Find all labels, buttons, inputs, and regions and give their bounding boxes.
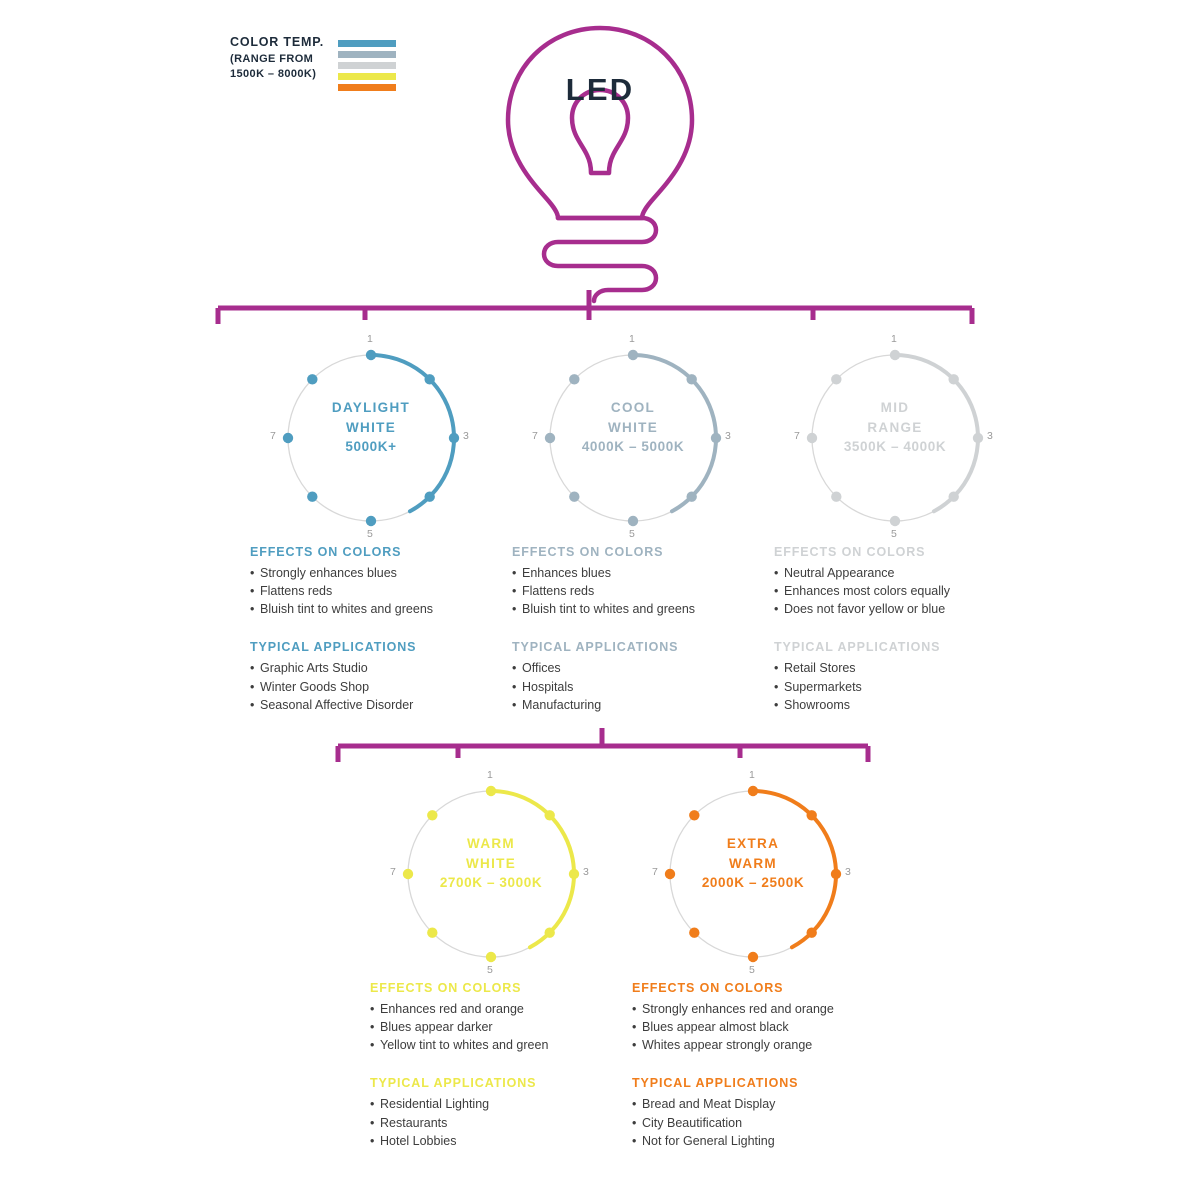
- applications-title: TYPICAL APPLICATIONS: [250, 640, 417, 655]
- dial-label-kelvin: 2000K – 2500K: [701, 875, 805, 891]
- dial-dot: [686, 491, 696, 501]
- dial-dot: [748, 952, 758, 962]
- dial-warm-white: [366, 766, 616, 981]
- dial-tick-7: 7: [652, 866, 658, 878]
- list-item: • City Beautification: [632, 1115, 878, 1132]
- list-item: • Enhances red and orange: [370, 1001, 616, 1018]
- effects-list: [774, 565, 1020, 618]
- dial-tick-5: 5: [629, 528, 635, 540]
- temperature-group-cool-white: [508, 330, 758, 736]
- dial-label-line1: EXTRA: [726, 836, 780, 851]
- effects-list: [512, 565, 758, 618]
- applications-list: [370, 1096, 616, 1149]
- dial-dot: [486, 952, 496, 962]
- list-item: • Flattens reds: [512, 583, 758, 600]
- dial-tick-7: 7: [270, 430, 276, 442]
- effects-list: [250, 565, 496, 618]
- effects-title: EFFECTS ON COLORS: [370, 981, 522, 995]
- dial-dot: [689, 810, 699, 820]
- dial-label-kelvin: 5000K+: [345, 439, 397, 455]
- led-bulb-icon: [480, 10, 720, 310]
- dial-dot: [427, 810, 437, 820]
- legend-swatch-3: [338, 73, 396, 80]
- dial-label-warm-white: [366, 834, 616, 893]
- dial-dot: [366, 516, 376, 526]
- dial-extra-warm: [628, 766, 878, 981]
- dial-dot: [948, 491, 958, 501]
- applications-title: TYPICAL APPLICATIONS: [774, 640, 941, 655]
- dial-tick-5: 5: [749, 964, 755, 976]
- details-warm-white: [366, 981, 616, 1150]
- applications-list: [774, 660, 1020, 713]
- legend-swatch-2: [338, 62, 396, 69]
- dial-tick-3: 3: [463, 430, 469, 442]
- list-item: • Strongly enhances red and orange: [632, 1001, 878, 1018]
- dial-label-line2: WHITE: [346, 419, 396, 435]
- dial-daylight-white: [246, 330, 496, 545]
- list-item: • Whites appear strongly orange: [632, 1037, 878, 1054]
- effects-title: EFFECTS ON COLORS: [250, 545, 402, 559]
- dial-tick-3: 3: [845, 866, 851, 878]
- list-item: • Does not favor yellow or blue: [774, 601, 1020, 618]
- legend-text: [230, 34, 324, 83]
- temperature-group-mid-range: [770, 330, 1020, 736]
- list-item: • Enhances most colors equally: [774, 583, 1020, 600]
- legend-swatch-1: [338, 51, 396, 58]
- applications-title: TYPICAL APPLICATIONS: [370, 1076, 537, 1091]
- list-item: • Neutral Appearance: [774, 565, 1020, 582]
- list-item: • Offices: [512, 660, 758, 677]
- details-extra-warm: [628, 981, 878, 1150]
- temperature-group-extra-warm: [628, 766, 878, 1172]
- top-connector-bracket: [210, 290, 990, 330]
- list-item: • Retail Stores: [774, 660, 1020, 677]
- list-item: • Bluish tint to whites and greens: [250, 601, 496, 618]
- list-item: • Not for General Lighting: [632, 1133, 878, 1150]
- dial-dot: [544, 927, 554, 937]
- dial-dot: [424, 374, 434, 384]
- list-item: • Bread and Meat Display: [632, 1096, 878, 1113]
- effects-title: EFFECTS ON COLORS: [632, 981, 784, 995]
- list-item: • Restaurants: [370, 1115, 616, 1132]
- effects-title: EFFECTS ON COLORS: [512, 545, 664, 559]
- list-item: • Winter Goods Shop: [250, 679, 496, 696]
- legend-title: COLOR TEMP.: [230, 35, 324, 49]
- dial-dot: [806, 927, 816, 937]
- dial-tick-7: 7: [390, 866, 396, 878]
- details-mid-range: [770, 545, 1020, 714]
- dial-tick-3: 3: [725, 430, 731, 442]
- dial-tick-7: 7: [532, 430, 538, 442]
- list-item: • Showrooms: [774, 697, 1020, 714]
- list-item: • Blues appear almost black: [632, 1019, 878, 1036]
- color-temp-legend: [230, 34, 396, 91]
- applications-title: TYPICAL APPLICATIONS: [632, 1076, 799, 1091]
- dial-dot: [424, 491, 434, 501]
- dial-label-daylight-white: [246, 398, 496, 457]
- dial-dot: [307, 491, 317, 501]
- list-item: • Residential Lighting: [370, 1096, 616, 1113]
- list-item: • Seasonal Affective Disorder: [250, 697, 496, 714]
- list-item: • Bluish tint to whites and greens: [512, 601, 758, 618]
- dial-tick-7: 7: [794, 430, 800, 442]
- list-item: • Strongly enhances blues: [250, 565, 496, 582]
- temperature-group-daylight-white: [246, 330, 496, 736]
- dial-dot: [748, 786, 758, 796]
- dial-label-line2: WHITE: [608, 419, 658, 435]
- dial-tick-1: 1: [891, 333, 897, 345]
- effects-list: [370, 1001, 616, 1054]
- effects-title: EFFECTS ON COLORS: [774, 545, 926, 559]
- dial-tick-3: 3: [987, 430, 993, 442]
- list-item: • Manufacturing: [512, 697, 758, 714]
- dial-mid-range: [770, 330, 1020, 545]
- dial-label-kelvin: 3500K – 4000K: [843, 439, 947, 455]
- dial-label-line2: RANGE: [867, 419, 923, 435]
- list-item: • Hotel Lobbies: [370, 1133, 616, 1150]
- dial-label-line1: COOL: [610, 400, 656, 415]
- dial-dot: [569, 491, 579, 501]
- list-item: • Flattens reds: [250, 583, 496, 600]
- dial-tick-5: 5: [487, 964, 493, 976]
- applications-list: [512, 660, 758, 713]
- dial-dot: [831, 491, 841, 501]
- dial-tick-5: 5: [367, 528, 373, 540]
- list-item: • Supermarkets: [774, 679, 1020, 696]
- dial-dot: [628, 516, 638, 526]
- legend-swatch-4: [338, 84, 396, 91]
- dial-dot: [890, 350, 900, 360]
- dial-tick-1: 1: [487, 769, 493, 781]
- dial-tick-1: 1: [367, 333, 373, 345]
- list-item: • Enhances blues: [512, 565, 758, 582]
- dial-dot: [948, 374, 958, 384]
- dial-dot: [366, 350, 376, 360]
- dial-dot: [689, 927, 699, 937]
- list-item: • Blues appear darker: [370, 1019, 616, 1036]
- dial-tick-5: 5: [891, 528, 897, 540]
- dial-dot: [890, 516, 900, 526]
- dial-label-kelvin: 4000K – 5000K: [581, 439, 685, 455]
- legend-swatches: [338, 40, 396, 91]
- dial-dot: [544, 810, 554, 820]
- dial-dot: [486, 786, 496, 796]
- legend-swatch-0: [338, 40, 396, 47]
- list-item: • Yellow tint to whites and green: [370, 1037, 616, 1054]
- dial-dot: [806, 810, 816, 820]
- effects-list: [632, 1001, 878, 1054]
- applications-list: [632, 1096, 878, 1149]
- temperature-group-warm-white: [366, 766, 616, 1172]
- dial-tick-3: 3: [583, 866, 589, 878]
- dial-tick-1: 1: [749, 769, 755, 781]
- legend-subtitle-line2: 1500K – 8000K): [230, 68, 317, 81]
- dial-label-mid-range: [770, 398, 1020, 457]
- dial-label-line1: MID: [880, 400, 910, 415]
- dial-label-cool-white: [508, 398, 758, 457]
- dial-label-extra-warm: [628, 834, 878, 893]
- dial-tick-1: 1: [629, 333, 635, 345]
- dial-dot: [831, 374, 841, 384]
- details-daylight-white: [246, 545, 496, 714]
- dial-label-kelvin: 2700K – 3000K: [439, 875, 543, 891]
- dial-label-line1: WARM: [467, 836, 515, 851]
- legend-subtitle-line1: (RANGE FROM: [230, 52, 314, 65]
- bulb-label: LED: [565, 72, 635, 107]
- dial-dot: [307, 374, 317, 384]
- applications-list: [250, 660, 496, 713]
- dial-dot: [628, 350, 638, 360]
- list-item: • Hospitals: [512, 679, 758, 696]
- dial-dot: [569, 374, 579, 384]
- dial-label-line2: WHITE: [466, 855, 516, 871]
- dial-dot: [427, 927, 437, 937]
- details-cool-white: [508, 545, 758, 714]
- list-item: • Graphic Arts Studio: [250, 660, 496, 677]
- applications-title: TYPICAL APPLICATIONS: [512, 640, 679, 655]
- dial-label-line2: WARM: [729, 855, 777, 871]
- dial-cool-white: [508, 330, 758, 545]
- dial-dot: [686, 374, 696, 384]
- dial-label-line1: DAYLIGHT: [331, 400, 411, 415]
